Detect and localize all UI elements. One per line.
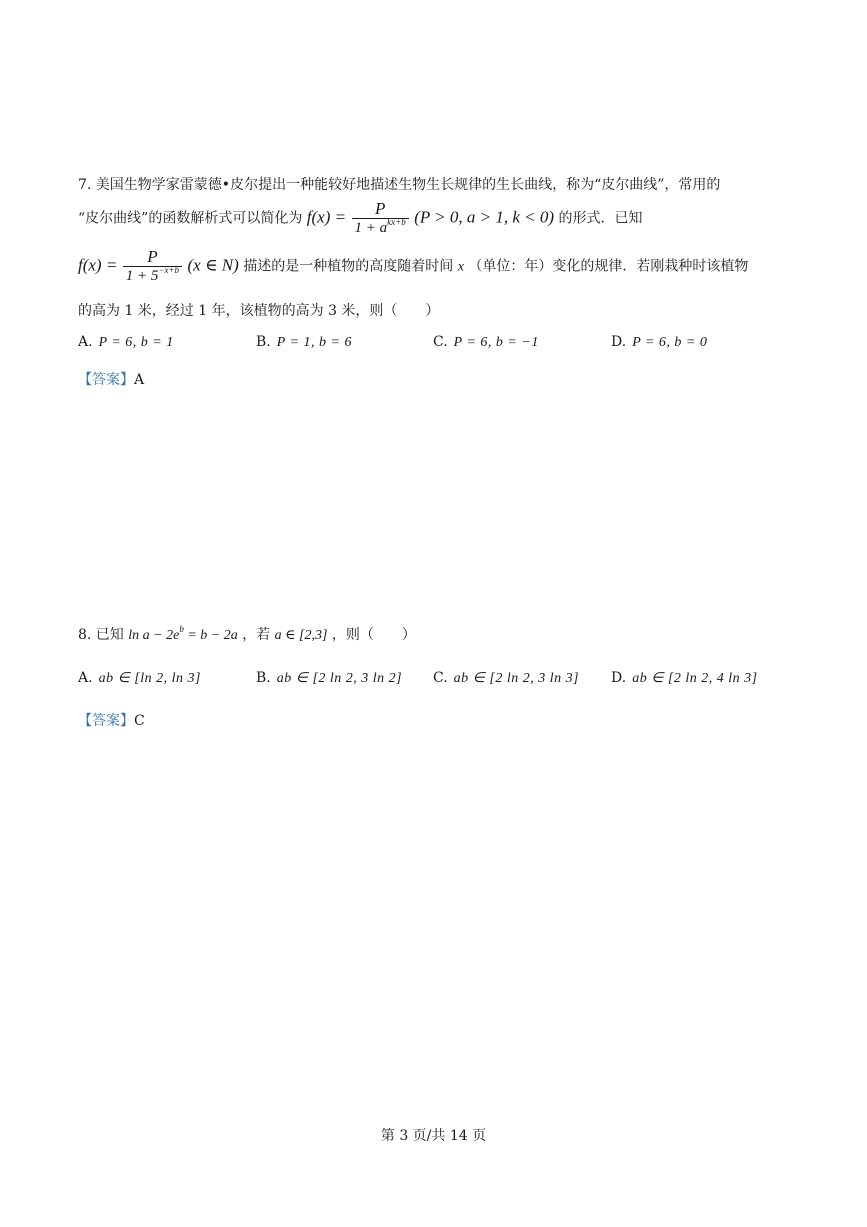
q7-formula-1-condition: (P > 0, a > 1, k < 0): [414, 207, 555, 227]
q7-formula-1-fraction: [352, 200, 409, 237]
q7-formula-1-denominator: [352, 219, 409, 237]
q8-line-1: [78, 624, 416, 644]
q7-option-a-label: A.: [78, 334, 93, 350]
q7-option-d-value: P = 6, b = 0: [632, 335, 708, 350]
q7-formula-1-den-base: 1 + a: [354, 220, 388, 236]
page-footer: 第 3 页/共 14 页: [380, 1128, 487, 1144]
q7-formula-2-exponent: −x+b: [158, 265, 180, 275]
q7-option-b: [256, 334, 352, 351]
q8-option-b: [256, 670, 402, 687]
q8-answer-value: C: [134, 713, 145, 729]
q7-formula-2-lhs: f(x) =: [78, 255, 118, 275]
q7-option-c-value: P = 6, b = −1: [453, 335, 539, 350]
q7-formula-2-fraction: [123, 248, 182, 285]
q7-formula-1-numerator: P: [352, 200, 409, 219]
q7-formula-1-exponent: kx+b: [387, 217, 406, 227]
q8-option-a-label: A.: [78, 670, 93, 686]
q8-option-d: [611, 670, 758, 687]
q8-option-d-label: D.: [611, 670, 627, 686]
q7-line-2-post: 的形式．已知: [558, 210, 643, 227]
q7-formula-2-denominator: [123, 267, 182, 285]
q7-line-3-mid: 描述的是一种植物的高度随着时间: [243, 258, 454, 275]
q8-option-c: [433, 670, 579, 687]
q7-option-d-label: D.: [611, 334, 627, 350]
q8-line-1-post: ，则（ ）: [331, 627, 416, 643]
q7-line-2: [78, 200, 643, 237]
q8-answer-tag: 【答案】: [78, 713, 134, 729]
q7-answer-value: A: [134, 372, 145, 388]
q7-answer: [78, 369, 144, 389]
q7-option-b-value: P = 1, b = 6: [276, 335, 352, 350]
q8-equation-rhs: = b − 2a: [183, 628, 238, 643]
q8-option-b-label: B.: [256, 670, 271, 686]
q7-option-c: [433, 334, 539, 351]
q8-line-1-mid: ，若: [242, 627, 271, 643]
q7-formula-2-numerator: P: [123, 248, 182, 267]
q8-option-b-value: ab ∈ [2 ln 2, 3 ln 2]: [276, 671, 403, 686]
q8-option-a-value: ab ∈ [ln 2, ln 3]: [98, 671, 201, 686]
q7-option-a: [78, 334, 174, 351]
q7-answer-tag: 【答案】: [78, 372, 134, 388]
q7-formula-2-den-base: 1 + 5: [125, 268, 159, 284]
q8-answer: [78, 710, 145, 730]
q7-formula-2-condition: (x ∈ N): [187, 255, 239, 275]
q8-condition: a ∈ [2,3]: [274, 628, 328, 643]
q8-option-c-value: ab ∈ [2 ln 2, 3 ln 3]: [453, 671, 580, 686]
q7-line-1: 7. 美国生物学家雷蒙德•皮尔提出一种能较好地描述生物生长规律的生长曲线，称为“皮尔曲线”，常用的: [78, 177, 721, 193]
q7-option-a-value: P = 6, b = 1: [98, 335, 174, 350]
q8-option-d-value: ab ∈ [2 ln 2, 4 ln 3]: [632, 671, 758, 686]
q7-line-2-pre: “皮尔曲线”的函数解析式可以简化为: [78, 210, 303, 227]
q8-line-1-pre: 8. 已知: [78, 627, 124, 643]
q7-formula-1-lhs: f(x) =: [306, 207, 347, 227]
q7-line-3-var: x: [457, 259, 464, 275]
q7-line-3: [78, 248, 748, 285]
q7-option-d: [611, 334, 707, 351]
q8-option-c-label: C.: [433, 670, 448, 686]
q8-equation: [128, 624, 238, 643]
q7-line-3-post: （单位：年）变化的规律．若刚栽种时该植物: [468, 258, 749, 275]
q8-equation-exponent: b: [179, 624, 184, 634]
q7-option-b-label: B.: [256, 334, 271, 350]
q7-option-c-label: C.: [433, 334, 448, 350]
q8-equation-lhs: ln a − 2e: [128, 628, 180, 643]
q7-line-4: 的高为 1 米，经过 1 年，该植物的高为 3 米，则（ ）: [78, 303, 440, 319]
q8-option-a: [78, 670, 201, 687]
